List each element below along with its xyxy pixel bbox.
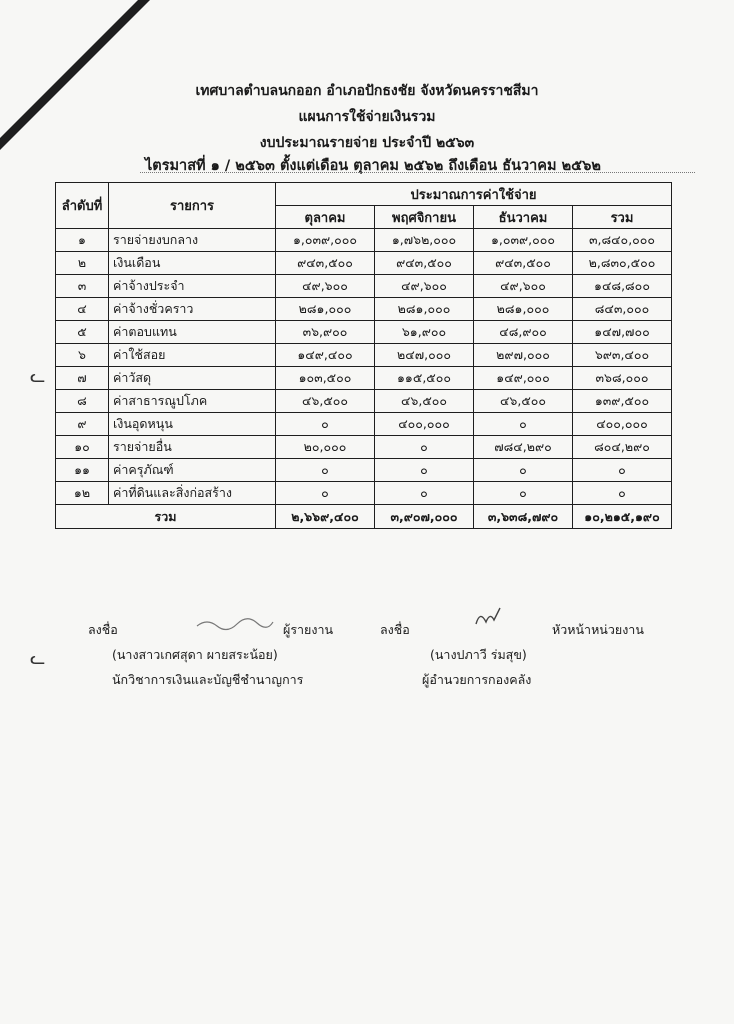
- row-dec: ๗๘๔,๒๙๐: [474, 436, 573, 459]
- table-row: [56, 252, 672, 275]
- row-no: ๒: [56, 252, 109, 275]
- row-item: รายจ่ายงบกลาง: [109, 229, 276, 252]
- total-oct: ๒,๖๖๙,๔๐๐: [276, 505, 375, 529]
- budget-table: [55, 182, 672, 529]
- right-signature: [470, 606, 510, 632]
- row-dec: ๑๔๙,๐๐๐: [474, 367, 573, 390]
- row-total: ๖๙๓,๔๐๐: [573, 344, 672, 367]
- row-nov: ๔๐๐,๐๐๐: [375, 413, 474, 436]
- row-item: เงินเดือน: [109, 252, 276, 275]
- left-name: (นางสาวเกศสุดา ผายสระน้อย): [112, 647, 278, 662]
- row-no: ๑: [56, 229, 109, 252]
- row-total: ๑๔๗,๗๐๐: [573, 321, 672, 344]
- table-row: [56, 459, 672, 482]
- header-quarter: ไตรมาสที่ ๑ / ๒๕๖๓ ตั้งแต่เดือน ตุลาคม ๒๕๖๒ ถึงเดือน ธันวาคม ๒๕๖๒: [145, 158, 601, 174]
- row-no: ๓: [56, 275, 109, 298]
- row-dec: ๔๙,๖๐๐: [474, 275, 573, 298]
- table-row: [56, 413, 672, 436]
- right-name: (นางปภาวี ร่มสุข): [430, 647, 527, 662]
- col-header-item: รายการ: [109, 183, 276, 229]
- table-row: [56, 390, 672, 413]
- table-row: [56, 229, 672, 252]
- row-dec: ๔๖,๕๐๐: [474, 390, 573, 413]
- row-nov: ๑,๗๖๒,๐๐๐: [375, 229, 474, 252]
- row-nov: ๒๘๑,๐๐๐: [375, 298, 474, 321]
- row-item: ค่าตอบแทน: [109, 321, 276, 344]
- row-nov: ๙๔๓,๕๐๐: [375, 252, 474, 275]
- total-label: รวม: [56, 505, 276, 529]
- left-signature: [195, 614, 275, 634]
- row-oct: ๔๙,๖๐๐: [276, 275, 375, 298]
- row-total: ๑๔๘,๘๐๐: [573, 275, 672, 298]
- row-total: ๓๖๘,๐๐๐: [573, 367, 672, 390]
- row-nov: ๖๑,๙๐๐: [375, 321, 474, 344]
- row-oct: ๑๐๓,๕๐๐: [276, 367, 375, 390]
- row-dec: ๐: [474, 413, 573, 436]
- row-total: ๘๐๔,๒๙๐: [573, 436, 672, 459]
- col-header-estimate: ประมาณการค่าใช้จ่าย: [276, 183, 672, 206]
- row-nov: ๑๑๕,๕๐๐: [375, 367, 474, 390]
- left-title: นักวิชาการเงินและบัญชีชำนาญการ: [112, 672, 304, 687]
- header-plan-title: แผนการใช้จ่ายเงินรวม: [298, 109, 436, 125]
- row-item: ค่าที่ดินและสิ่งก่อสร้าง: [109, 482, 276, 505]
- row-dec: ๒๘๑,๐๐๐: [474, 298, 573, 321]
- row-oct: ๐: [276, 413, 375, 436]
- row-dec: ๒๙๗,๐๐๐: [474, 344, 573, 367]
- row-oct: ๒๘๑,๐๐๐: [276, 298, 375, 321]
- col-header-dec: ธันวาคม: [474, 206, 573, 229]
- row-total: ๐: [573, 482, 672, 505]
- row-no: ๖: [56, 344, 109, 367]
- binder-mark-bottom: ᓚ: [30, 648, 46, 669]
- row-no: ๑๒: [56, 482, 109, 505]
- table-total-row: [56, 505, 672, 529]
- total-nov: ๓,๙๐๗,๐๐๐: [375, 505, 474, 529]
- col-header-nov: พฤศจิกายน: [375, 206, 474, 229]
- row-oct: ๙๔๓,๕๐๐: [276, 252, 375, 275]
- row-dec: ๐: [474, 482, 573, 505]
- row-no: ๘: [56, 390, 109, 413]
- row-oct: ๓๖,๙๐๐: [276, 321, 375, 344]
- table-row: [56, 482, 672, 505]
- row-nov: ๒๔๗,๐๐๐: [375, 344, 474, 367]
- row-item: ค่าจ้างชั่วคราว: [109, 298, 276, 321]
- header-budget-year: งบประมาณรายจ่าย ประจำปี ๒๕๖๓: [259, 135, 475, 151]
- row-dec: ๙๔๓,๕๐๐: [474, 252, 573, 275]
- header-organization: เทศบาลตำบลนกออก อำเภอปักธงชัย จังหวัดนครราชสีมา: [195, 83, 539, 99]
- row-no: ๑๑: [56, 459, 109, 482]
- col-header-oct: ตุลาคม: [276, 206, 375, 229]
- right-sign-label: ลงชื่อ: [380, 622, 410, 637]
- right-role: หัวหน้าหน่วยงาน: [552, 622, 644, 637]
- row-oct: ๐: [276, 482, 375, 505]
- row-oct: ๑๔๙,๔๐๐: [276, 344, 375, 367]
- row-item: ค่าใช้สอย: [109, 344, 276, 367]
- table-row: [56, 298, 672, 321]
- total-all: ๑๐,๒๑๕,๑๙๐: [573, 505, 672, 529]
- row-item: ค่าสาธารณูปโภค: [109, 390, 276, 413]
- row-item: รายจ่ายอื่น: [109, 436, 276, 459]
- col-header-no: ลำดับที่: [56, 183, 109, 229]
- binder-mark-top: ᓚ: [30, 366, 46, 387]
- row-total: ๐: [573, 459, 672, 482]
- table-row: [56, 367, 672, 390]
- row-total: ๑๓๙,๕๐๐: [573, 390, 672, 413]
- row-no: ๑๐: [56, 436, 109, 459]
- row-oct: ๔๖,๕๐๐: [276, 390, 375, 413]
- row-total: ๘๔๓,๐๐๐: [573, 298, 672, 321]
- row-total: ๒,๘๓๐,๕๐๐: [573, 252, 672, 275]
- table-row: [56, 321, 672, 344]
- row-nov: ๔๙,๖๐๐: [375, 275, 474, 298]
- table-row: [56, 436, 672, 459]
- row-oct: ๒๐,๐๐๐: [276, 436, 375, 459]
- right-title: ผู้อำนวยการกองคลัง: [422, 672, 532, 687]
- row-dec: ๐: [474, 459, 573, 482]
- row-nov: ๐: [375, 459, 474, 482]
- row-dec: ๑,๐๓๙,๐๐๐: [474, 229, 573, 252]
- table-row: [56, 275, 672, 298]
- row-no: ๗: [56, 367, 109, 390]
- row-nov: ๐: [375, 482, 474, 505]
- row-no: ๙: [56, 413, 109, 436]
- row-item: ค่าครุภัณฑ์: [109, 459, 276, 482]
- table-row: [56, 344, 672, 367]
- row-no: ๔: [56, 298, 109, 321]
- row-no: ๕: [56, 321, 109, 344]
- row-nov: ๔๖,๕๐๐: [375, 390, 474, 413]
- row-oct: ๑,๐๓๙,๐๐๐: [276, 229, 375, 252]
- row-item: ค่าวัสดุ: [109, 367, 276, 390]
- left-role: ผู้รายงาน: [283, 622, 334, 637]
- row-item: ค่าจ้างประจำ: [109, 275, 276, 298]
- col-header-total: รวม: [573, 206, 672, 229]
- row-dec: ๔๘,๙๐๐: [474, 321, 573, 344]
- row-total: ๓,๘๔๐,๐๐๐: [573, 229, 672, 252]
- left-sign-label: ลงชื่อ: [88, 622, 118, 637]
- row-item: เงินอุดหนุน: [109, 413, 276, 436]
- total-dec: ๓,๖๓๘,๗๙๐: [474, 505, 573, 529]
- row-oct: ๐: [276, 459, 375, 482]
- row-nov: ๐: [375, 436, 474, 459]
- row-total: ๔๐๐,๐๐๐: [573, 413, 672, 436]
- header-dotted-underline: [140, 172, 695, 173]
